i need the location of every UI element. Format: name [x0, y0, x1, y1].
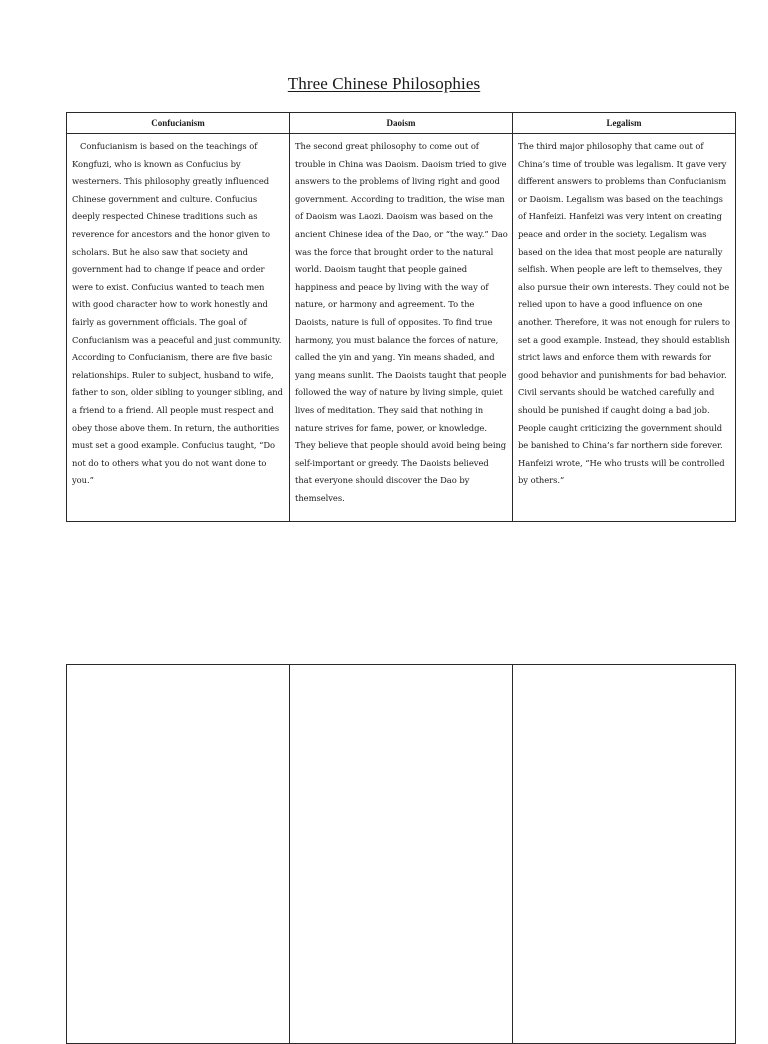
header-legalism: Legalism [513, 113, 736, 134]
blank-cell-1 [67, 665, 290, 1044]
header-row [67, 113, 736, 134]
header-confucianism: Confucianism [67, 113, 290, 134]
content-row [67, 134, 736, 522]
confucianism-text: Confucianism is based on the teachings of Kongfuzi, who is known as Confucius by westerners. This philosophy greatly influenced Chinese government and culture. Confucius deeply respected Chinese traditions such as reverence for ancestors and the honor given to scholars. But he also saw that society and government had to change if peace and order were to exist. Confucius wanted to teach men with good character how to work honestly and fairly as government officials. The goal of Confucianism was a peaceful and just community. According to Confucianism, there are five basic relationships. Ruler to subject, husband to wife, father to son, older sibling to younger sibling, and a friend to a friend. All people must respect and obey those above them. In return, the authorities must set a good example. Confucius taught, “Do not do to others what you do not want done to you.” [67, 134, 290, 522]
blank-notes-table [66, 664, 736, 1044]
blank-cell-2 [290, 665, 513, 1044]
header-daoism: Daoism [290, 113, 513, 134]
blank-row [67, 665, 736, 1044]
philosophies-table [66, 112, 736, 522]
blank-cell-3 [513, 665, 736, 1044]
daoism-text: The second great philosophy to come out of trouble in China was Daoism. Daoism tried to give answers to the problems of living right and good government. According to tradition, the wise man of Daoism was Laozi. Daoism was based on the ancient Chinese idea of the Dao, or “the way.” Dao was the force that brought order to the natural world. Daoism taught that people gained happiness and peace by living with the way of nature, or harmony and agreement. To the Daoists, nature is full of opposites. To find true harmony, you must balance the forces of nature, called the yin and yang. Yin means shaded, and yang means sunlit. The Daoists taught that people followed the way of nature by living simple, quiet lives of meditation. They said that nothing in nature strives for fame, power, or knowledge. They believe that people should avoid being being self-important or greedy. The Daoists believed that everyone should discover the Dao by themselves. [290, 134, 513, 522]
document-title: Three Chinese Philosophies [287, 74, 481, 93]
legalism-text: The third major philosophy that came out of China’s time of trouble was legalism. It gave very different answers to problems than Confucianism or Daoism. Legalism was based on the teachings of Hanfeizi. Hanfeizi was very intent on creating peace and order in the society. Legalism was based on the idea that most people are naturally selfish. When people are left to themselves, they also pursue their own interests. They could not be relied upon to have a good influence on one another. Therefore, it was not enough for rulers to set a good example. Instead, they should establish strict laws and enforce them with rewards for good behavior and punishments for bad behavior. Civil servants should be watched carefully and should be punished if caught doing a bad job. People caught criticizing the government should be banished to China’s far northern side forever. Hanfeizi wrote, “He who trusts will be controlled by others.” [513, 134, 736, 522]
